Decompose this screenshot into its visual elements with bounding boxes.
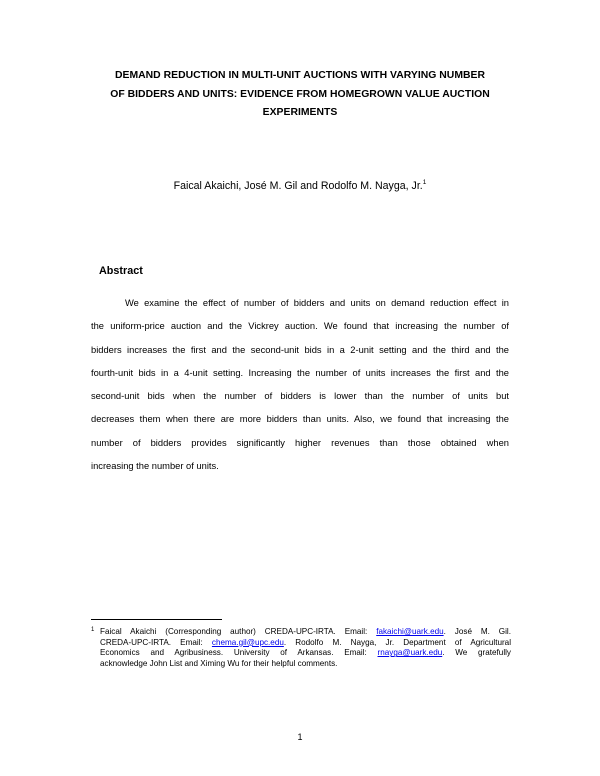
author-names: Faical Akaichi, José M. Gil and Rodolfo M. Nayga, Jr. xyxy=(173,180,423,192)
footnote-text: . Rodolfo M. Nayga, Jr. Department of Agricultural xyxy=(283,637,511,647)
footnote-line-1 xyxy=(91,627,511,638)
footnote-line-2 xyxy=(91,638,511,649)
author-footnote-ref: 1 xyxy=(422,179,427,186)
footnote-line-4: acknowledge John List and Ximing Wu for their helpful comments. xyxy=(100,658,338,668)
abstract-line: bidders increases the first and the second-unit bids in a 2-unit setting and the third and the xyxy=(91,344,509,355)
page-number: 1 xyxy=(297,732,303,742)
abstract-line: the uniform-price auction and the Vickrey auction. We found that increasing the number of xyxy=(91,321,509,332)
title-line-3: EXPERIMENTS xyxy=(262,107,338,118)
footnote-text: Faical Akaichi (Corresponding author) CREDA-UPC-IRTA. Email: xyxy=(100,627,377,636)
abstract-heading: Abstract xyxy=(99,265,143,277)
abstract-line: decreases them when there are more bidders than units. Also, we found that increasing the xyxy=(91,414,509,425)
email-link-gil[interactable]: chema.gil@upc.edu xyxy=(211,637,284,647)
title-line-2: OF BIDDERS AND UNITS: EVIDENCE FROM HOMEGROWN VALUE AUCTION xyxy=(110,88,490,100)
abstract-line: fourth-unit bids in a 4-unit setting. Increasing the number of units increases the first and the xyxy=(91,367,509,378)
author-line xyxy=(60,179,540,193)
abstract-line: second-unit bids when the number of bidders is lower than the number of units but xyxy=(91,391,509,402)
abstract-line: increasing the number of units. xyxy=(91,461,219,472)
footnote-line-3 xyxy=(91,648,511,659)
abstract-line: number of bidders provides significantly higher revenues than those obtained when xyxy=(91,437,509,448)
footnote-text: CREDA-UPC-IRTA. Email: xyxy=(100,637,212,647)
footnote-mark: 1 xyxy=(91,627,95,633)
abstract-line: We examine the effect of number of bidders and units on demand reduction effect in xyxy=(125,298,509,308)
abstract-body xyxy=(91,292,509,478)
footnote-text: Economics and Agribusiness. University of Arkansas. Email: xyxy=(100,648,378,658)
footnote-text: . José M. Gil. xyxy=(443,627,511,636)
footnote-text: . We gratefully xyxy=(442,648,511,658)
title-line-1: DEMAND REDUCTION IN MULTI-UNIT AUCTIONS WITH VARYING NUMBER xyxy=(114,70,486,81)
email-link-nayga[interactable]: rnayga@uark.edu xyxy=(377,648,443,658)
paper-title xyxy=(60,67,540,123)
footnote-separator xyxy=(91,619,222,620)
footnote xyxy=(91,627,511,669)
email-link-akaichi[interactable]: fakaichi@uark.edu xyxy=(376,627,444,636)
